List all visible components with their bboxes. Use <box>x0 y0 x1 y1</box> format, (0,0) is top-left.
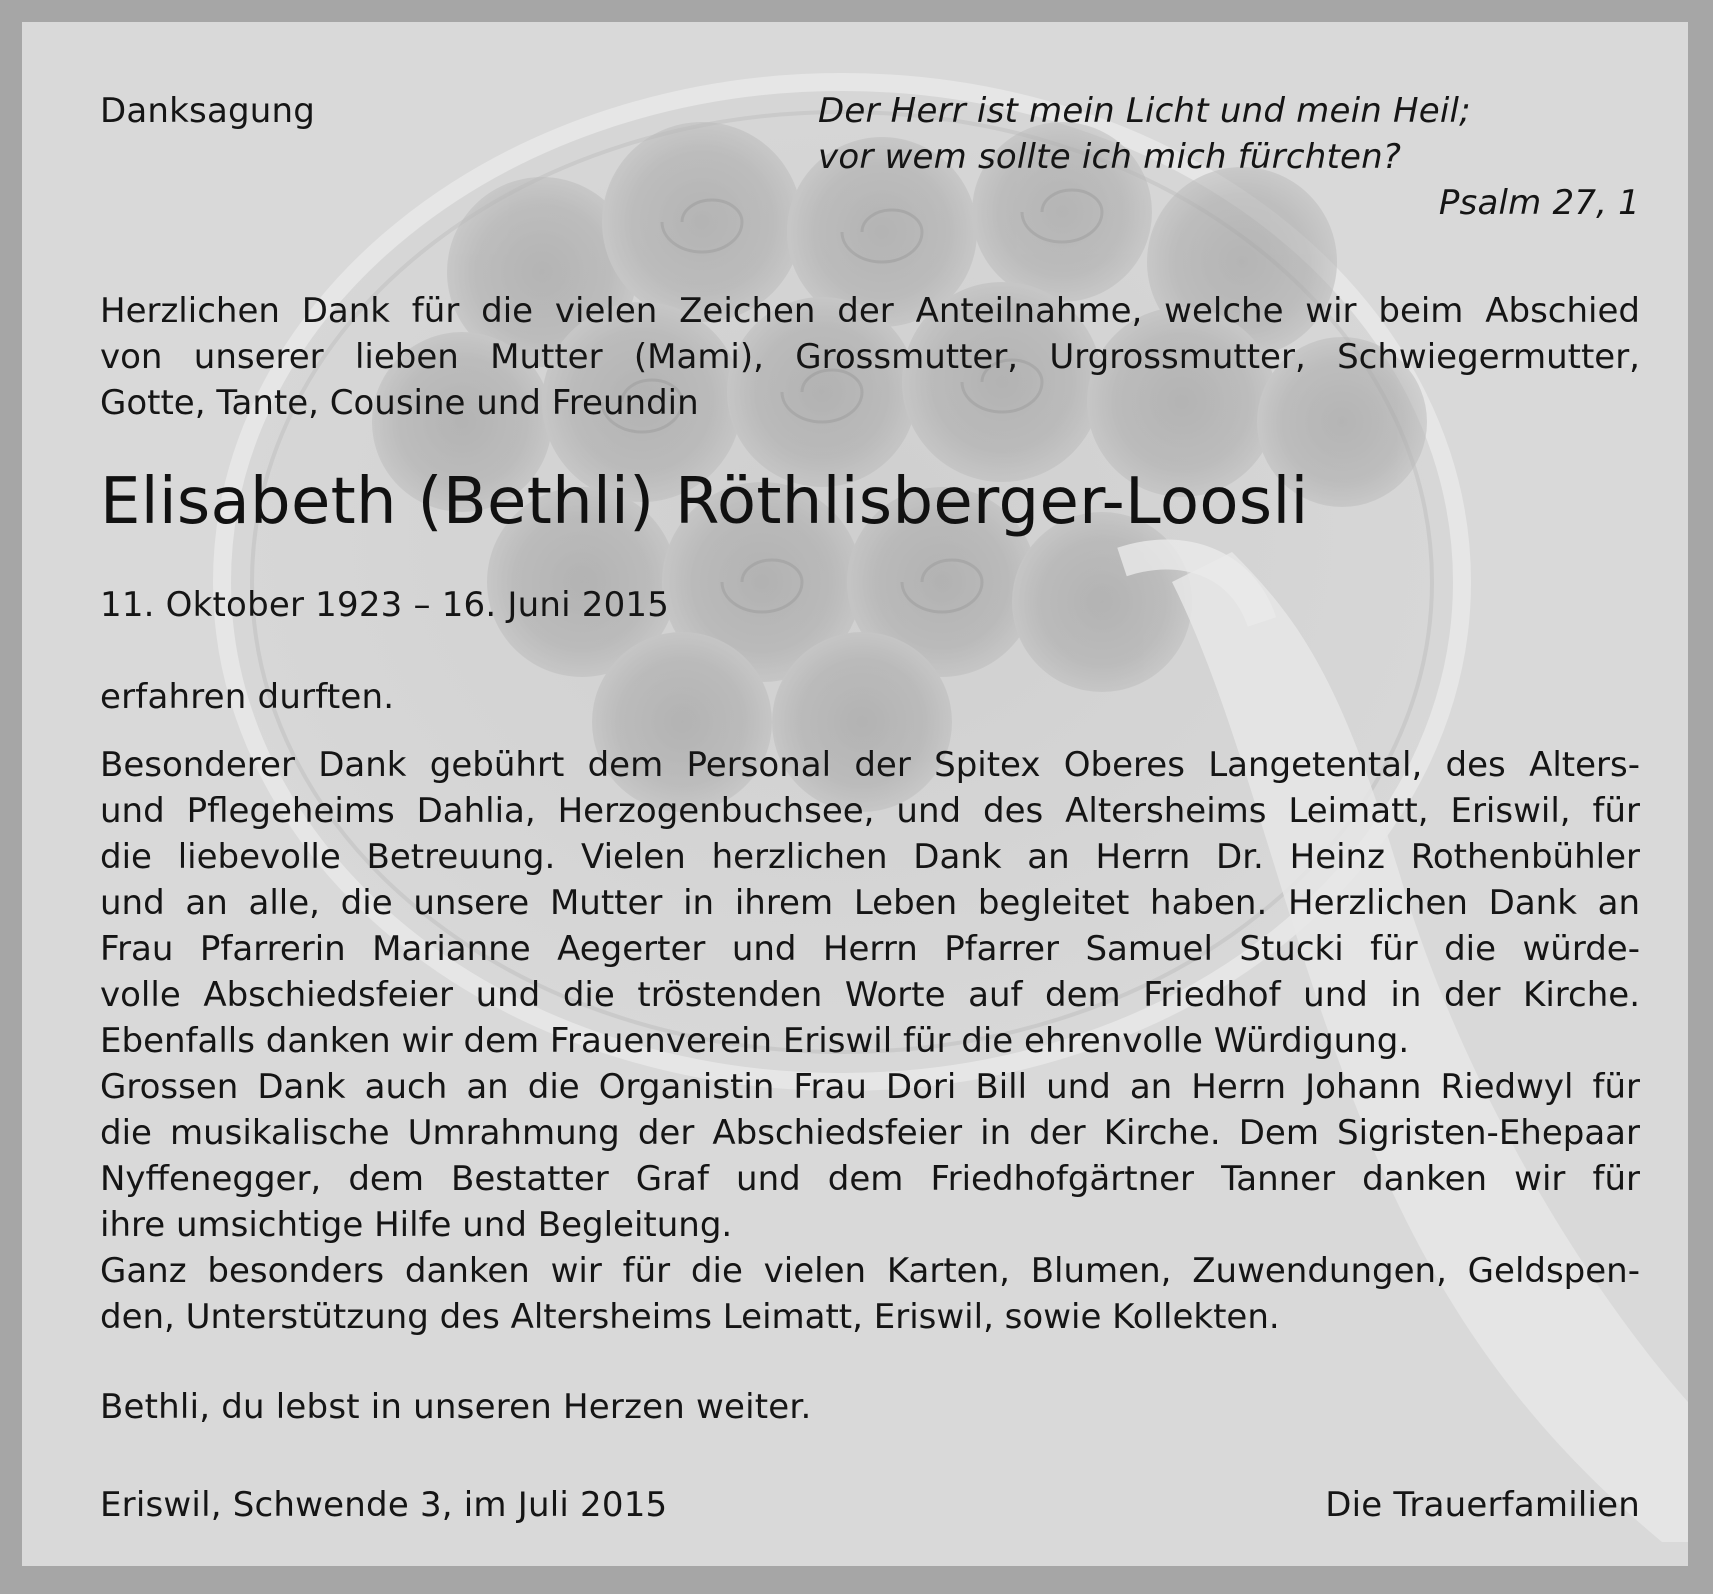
closing-line: Bethli, du lebst in unseren Herzen weiter. <box>100 1387 812 1427</box>
thanks-line: Ebenfalls danken wir dem Frauenverein Eriswil für die ehrenvolle Würdigung. <box>100 1021 1410 1061</box>
thanks-paragraph <box>100 742 1640 1340</box>
thanks-line: den, Unterstützung des Altersheims Leimatt, Eriswil, sowie Kollekten. <box>100 1297 1280 1337</box>
verse-reference: Psalm 27, 1 <box>1438 183 1640 223</box>
verse-line-2: vor wem sollte ich mich fürchten? <box>818 137 1402 177</box>
thanks-line: Nyffenegger, dem Bestatter Graf und dem Friedhofgärtner Tanner danken wir für <box>100 1159 1640 1199</box>
thanks-line: Frau Pfarrerin Marianne Aegerter und Herrn Pfarrer Samuel Stucki für die würde- <box>100 929 1640 969</box>
thanks-line: volle Abschiedsfeier und die tröstenden Worte auf dem Friedhof und in der Kirche. <box>100 975 1640 1015</box>
thanks-line: die musikalische Umrahmung der Abschiedsfeier in der Kirche. Dem Sigristen-Ehepaar <box>100 1113 1640 1153</box>
after-name-text: erfahren durften. <box>100 677 395 717</box>
thanks-line: Grossen Dank auch an die Organistin Frau Dori Bill und an Herrn Johann Riedwyl für <box>100 1067 1640 1107</box>
obituary-card <box>22 22 1688 1566</box>
heading-title: Danksagung <box>100 91 316 131</box>
intro-paragraph <box>100 288 1640 426</box>
intro-line: Gotte, Tante, Cousine und Freundin <box>100 383 699 423</box>
thanks-line: Ganz besonders danken wir für die vielen Karten, Blumen, Zuwendungen, Geldspen- <box>100 1251 1640 1291</box>
intro-line: Herzlichen Dank für die vielen Zeichen der Anteilnahme, welche wir beim Abschied <box>100 291 1640 331</box>
life-dates: 11. Oktober 1923 – 16. Juni 2015 <box>100 585 670 625</box>
place-date: Eriswil, Schwende 3, im Juli 2015 <box>100 1485 668 1525</box>
thanks-line: die liebevolle Betreuung. Vielen herzlichen Dank an Herrn Dr. Heinz Rothenbühler <box>100 837 1640 877</box>
thanks-line: und Pflegeheims Dahlia, Herzogenbuchsee, und des Altersheims Leimatt, Eriswil, für <box>100 791 1640 831</box>
verse-line-1: Der Herr ist mein Licht und mein Heil; <box>818 91 1471 131</box>
thanks-line: Besonderer Dank gebührt dem Personal der Spitex Oberes Langetental, des Alters- <box>100 745 1640 785</box>
thanks-line: und an alle, die unsere Mutter in ihrem Leben begleitet haben. Herzlichen Dank an <box>100 883 1640 923</box>
signature: Die Trauerfamilien <box>1325 1485 1640 1525</box>
thanks-line: ihre umsichtige Hilfe und Begleitung. <box>100 1205 733 1245</box>
intro-line: von unserer lieben Mutter (Mami), Grossmutter, Urgrossmutter, Schwiegermutter, <box>100 337 1640 377</box>
deceased-name: Elisabeth (Bethli) Röthlisberger-Loosli <box>100 465 1309 539</box>
